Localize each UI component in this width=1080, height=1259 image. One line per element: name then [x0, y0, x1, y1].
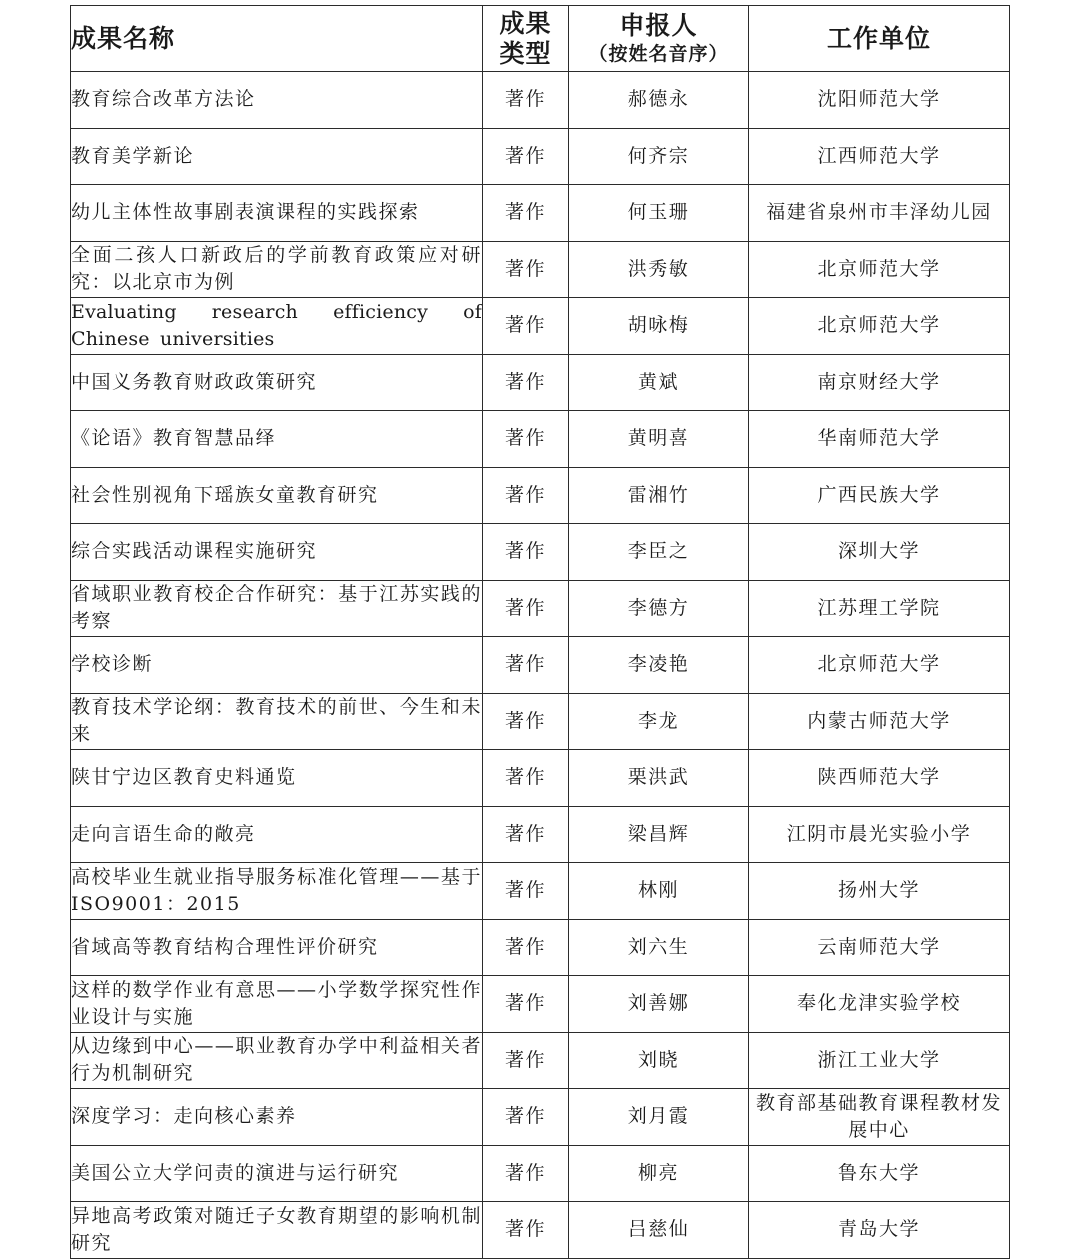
header-name	[71, 6, 483, 72]
cell-applicant: 刘善娜	[569, 976, 749, 1033]
cell-name: 综合实践活动课程实施研究	[71, 524, 483, 581]
header-type	[483, 6, 569, 72]
table-row	[71, 524, 1010, 581]
cell-unit: 浙江工业大学	[749, 1032, 1010, 1089]
cell-name: 异地高考政策对随迁子女教育期望的影响机制研究	[71, 1202, 483, 1259]
cell-name: 学校诊断	[71, 637, 483, 694]
cell-type: 著作	[483, 976, 569, 1033]
cell-name: 《论语》教育智慧品绎	[71, 411, 483, 468]
table-row	[71, 1202, 1010, 1259]
cell-unit: 内蒙古师范大学	[749, 693, 1010, 750]
cell-applicant: 李德方	[569, 580, 749, 637]
cell-unit: 扬州大学	[749, 863, 1010, 920]
table-row	[71, 467, 1010, 524]
cell-applicant: 黄明喜	[569, 411, 749, 468]
cell-type: 著作	[483, 72, 569, 129]
cell-type: 著作	[483, 750, 569, 807]
cell-applicant: 刘六生	[569, 919, 749, 976]
cell-name: 深度学习：走向核心素养	[71, 1089, 483, 1146]
cell-name: 中国义务教育财政政策研究	[71, 354, 483, 411]
table-row	[71, 354, 1010, 411]
cell-applicant: 栗洪武	[569, 750, 749, 807]
cell-applicant: 柳亮	[569, 1145, 749, 1202]
cell-unit: 云南师范大学	[749, 919, 1010, 976]
header-unit	[749, 6, 1010, 72]
cell-applicant: 刘晓	[569, 1032, 749, 1089]
table-row	[71, 806, 1010, 863]
cell-type: 著作	[483, 241, 569, 298]
cell-name: 教育综合改革方法论	[71, 72, 483, 129]
cell-unit: 深圳大学	[749, 524, 1010, 581]
cell-type: 著作	[483, 693, 569, 750]
cell-unit: 陕西师范大学	[749, 750, 1010, 807]
cell-unit: 北京师范大学	[749, 241, 1010, 298]
cell-name: 走向言语生命的敞亮	[71, 806, 483, 863]
table-row	[71, 1145, 1010, 1202]
cell-applicant: 洪秀敏	[569, 241, 749, 298]
cell-type: 著作	[483, 1202, 569, 1259]
cell-applicant: 胡咏梅	[569, 298, 749, 355]
cell-type: 著作	[483, 185, 569, 242]
cell-applicant: 李龙	[569, 693, 749, 750]
cell-type: 著作	[483, 1089, 569, 1146]
cell-applicant: 何齐宗	[569, 128, 749, 185]
table-row	[71, 1032, 1010, 1089]
cell-type: 著作	[483, 637, 569, 694]
table-row	[71, 637, 1010, 694]
cell-applicant: 梁昌辉	[569, 806, 749, 863]
cell-applicant: 黄斌	[569, 354, 749, 411]
cell-type: 著作	[483, 919, 569, 976]
header-applicant-sub: （按姓名音序）	[588, 42, 729, 65]
cell-type: 著作	[483, 1145, 569, 1202]
cell-name: 从边缘到中心——职业教育办学中利益相关者行为机制研究	[71, 1032, 483, 1089]
cell-name: Evaluating research efficiency of Chinese universities	[71, 298, 483, 355]
table-row	[71, 693, 1010, 750]
cell-name: 陕甘宁边区教育史料通览	[71, 750, 483, 807]
cell-type: 著作	[483, 524, 569, 581]
cell-name: 幼儿主体性故事剧表演课程的实践探索	[71, 185, 483, 242]
cell-name: 社会性别视角下瑶族女童教育研究	[71, 467, 483, 524]
cell-type: 著作	[483, 1032, 569, 1089]
cell-type: 著作	[483, 806, 569, 863]
cell-type: 著作	[483, 128, 569, 185]
table-row	[71, 580, 1010, 637]
cell-name: 教育技术学论纲：教育技术的前世、今生和未来	[71, 693, 483, 750]
cell-type: 著作	[483, 580, 569, 637]
cell-applicant: 李臣之	[569, 524, 749, 581]
cell-name: 全面二孩人口新政后的学前教育政策应对研究：以北京市为例	[71, 241, 483, 298]
cell-unit: 华南师范大学	[749, 411, 1010, 468]
header-type-line1: 成果	[499, 8, 552, 38]
cell-applicant: 何玉珊	[569, 185, 749, 242]
header-applicant	[569, 6, 749, 72]
cell-applicant: 林刚	[569, 863, 749, 920]
cell-unit: 广西民族大学	[749, 467, 1010, 524]
cell-type: 著作	[483, 467, 569, 524]
table-row	[71, 976, 1010, 1033]
header-row	[71, 6, 1010, 72]
cell-unit: 江苏理工学院	[749, 580, 1010, 637]
cell-unit: 福建省泉州市丰泽幼儿园	[749, 185, 1010, 242]
cell-name: 省域高等教育结构合理性评价研究	[71, 919, 483, 976]
cell-unit: 江西师范大学	[749, 128, 1010, 185]
table-row	[71, 863, 1010, 920]
table-row	[71, 185, 1010, 242]
cell-unit: 鲁东大学	[749, 1145, 1010, 1202]
cell-unit: 北京师范大学	[749, 298, 1010, 355]
cell-unit: 青岛大学	[749, 1202, 1010, 1259]
cell-type: 著作	[483, 354, 569, 411]
cell-applicant: 郝德永	[569, 72, 749, 129]
cell-name: 这样的数学作业有意思——小学数学探究性作业设计与实施	[71, 976, 483, 1033]
cell-unit: 奉化龙津实验学校	[749, 976, 1010, 1033]
cell-type: 著作	[483, 298, 569, 355]
header-type-line2: 类型	[499, 38, 552, 68]
cell-unit: 江阴市晨光实验小学	[749, 806, 1010, 863]
cell-type: 著作	[483, 863, 569, 920]
table-row	[71, 411, 1010, 468]
cell-unit: 沈阳师范大学	[749, 72, 1010, 129]
table-row	[71, 128, 1010, 185]
cell-unit: 南京财经大学	[749, 354, 1010, 411]
cell-applicant: 吕慈仙	[569, 1202, 749, 1259]
header-applicant-label: 申报人	[619, 10, 698, 40]
header-name-label: 成果名称	[71, 23, 176, 53]
achievements-table	[70, 5, 1010, 1259]
cell-applicant: 雷湘竹	[569, 467, 749, 524]
table-row	[71, 298, 1010, 355]
table-row	[71, 919, 1010, 976]
table-row	[71, 241, 1010, 298]
table-row	[71, 1089, 1010, 1146]
cell-name: 美国公立大学问责的演进与运行研究	[71, 1145, 483, 1202]
table-row	[71, 72, 1010, 129]
cell-name: 教育美学新论	[71, 128, 483, 185]
table-row	[71, 750, 1010, 807]
header-unit-label: 工作单位	[826, 23, 931, 53]
cell-unit: 教育部基础教育课程教材发展中心	[749, 1089, 1010, 1146]
cell-unit: 北京师范大学	[749, 637, 1010, 694]
cell-applicant: 刘月霞	[569, 1089, 749, 1146]
cell-name: 省域职业教育校企合作研究：基于江苏实践的考察	[71, 580, 483, 637]
cell-name: 高校毕业生就业指导服务标准化管理——基于ISO9001：2015	[71, 863, 483, 920]
cell-type: 著作	[483, 411, 569, 468]
cell-applicant: 李凌艳	[569, 637, 749, 694]
